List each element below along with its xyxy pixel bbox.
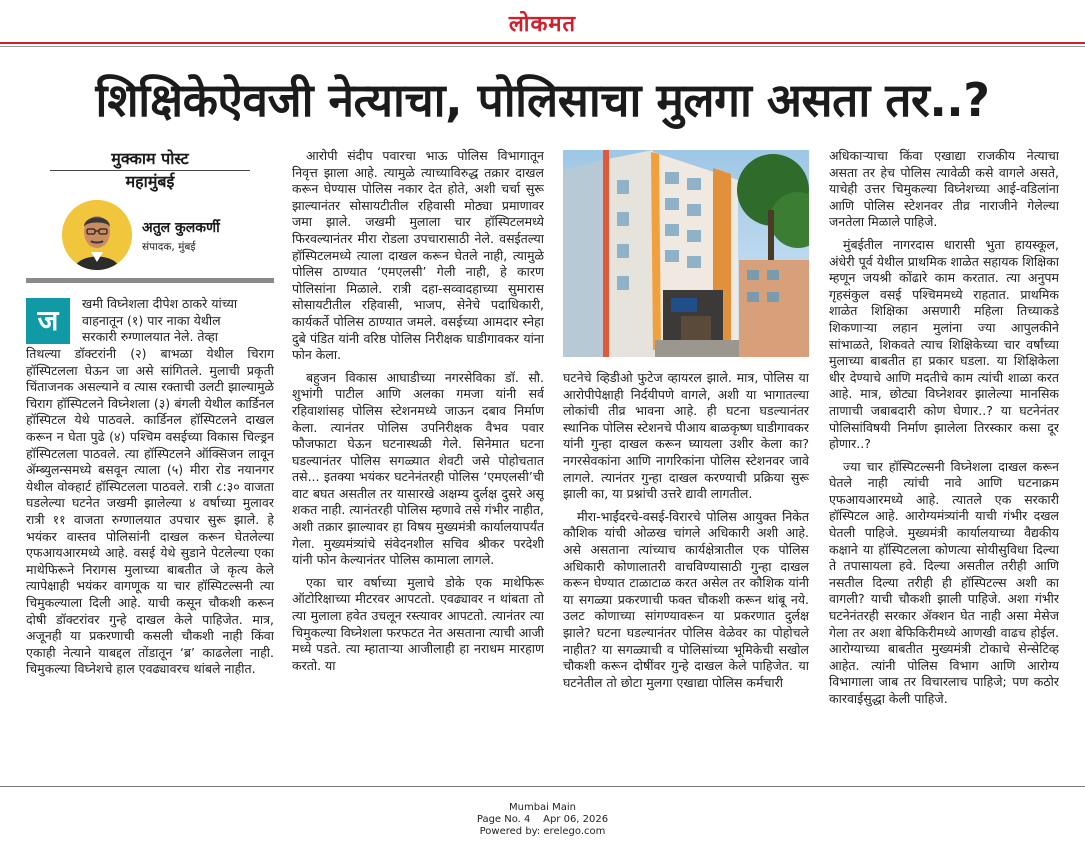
school-building-photo-icon <box>563 150 809 357</box>
byline-thick-rule <box>26 278 274 283</box>
col4-paragraph-2: मुंबईतील नागरदास धारासी भुता हायस्कूल, अंधेरी पूर्व येथील प्राथमिक शाळेत सहायक शिक्षिका म्हणून जयश्री कोंढारे काम करतात. त्या अनुपम गृहसंकुल वसई पश्चिममध्ये राहतात. प्राथमिक शाळेत शिक्षिका असणारी महिला तिच्याकडे शिकणाऱ्या लहान मुलांना ज्या आपुलकीने सांभाळते, शिकवते त्याच शिक्षिकेच्या चार वर्षांच्या मुलाच्या बाबतीत हा प्रकार घडला. या शिक्षिकेला धीर देण्याचे आणि मदतीचे काम त्यांची शाळा करत आहे. मात्र, छोट्या विघ्नेशवर झालेल्या मानसिक ताणाची जबाबदारी कोण घेणार..? या घटनेनंतर पोलिसांविषयी निर्माण झालेला तिरस्कार कसा दूर होणार..? <box>829 236 1059 452</box>
col4-paragraph-3: ज्या चार हॉस्पिटल्सनी विघ्नेशला दाखल करून घेतले नाही त्यांची नावे आणि घटनाक्रम एफआयआरमध्ये आहे. त्यातले एक सरकारी हॉस्पिटल आहे. आरोग्यमंत्र्यांनी याची गंभीर दखल घेतली पाहिजे. मुख्यमंत्री कार्यालयाच्या वैद्यकीय कक्षाने या हॉस्पिटलला कोणत्या सोयीसुविधा दिल्या ते तपासायला हवे. दिल्या असतील तरीही आणि नसतील दिल्या तरीही ही हॉस्पिटल्स अशी का वागली? याची चौकशी झाली पाहिजे. अशा गंभीर घटनेनंतरही सरकार ॲक्शन घेत नाही असा मेसेज गेला तर अशा बेफिकिरीमध्ये आणखी वाढच होईल. आरोग्याच्या बाबतीत मुख्यमंत्री टोकाचे सेन्सेटिव्ह आहेत. त्यांनी पोलिस विभाग आणि आरोग्य विभागाला जाब तर विचारलाच पाहिजे; पण कठोर कारवाईसुद्धा केली पाहिजे. <box>829 458 1059 706</box>
article-col1-intro <box>82 296 274 346</box>
col3-paragraph-2: मीरा-भाईंदरचे-वसई-विरारचे पोलिस आयुक्त निकेत कौशिक यांची ओळख चांगले अधिकारी अशी आहे. असे असताना त्यांच्याच कार्यक्षेत्रातील एक पोलिस अधिकारी कोणालातरी वाचविण्यासाठी गुन्हा दाखल करून घेण्यात टाळाटाळ करत असेल तर कौशिक यांनी या सगळ्या प्रकरणाची फक्त चौकशी करून थांबू नये. उलट कोणाच्या सांगण्यावरून या प्रकरणात दुर्लक्ष झाले? घटना घडल्यानंतर पोलिस वेळेवर का पोहोचले नाहीत? या सगळ्याची व पोलिसांच्या भूमिकेची सखोल चौकशी करून दोषींवर गुन्हे दाखल केले पाहिजेत. या घटनेतील तो छोटा मुलगा एखाद्या पोलिस कर्मचारी <box>563 508 809 690</box>
masthead <box>0 0 1085 48</box>
article-col1 <box>26 346 274 766</box>
footer-page-date: Page No. 4 Apr 06, 2026 <box>476 814 609 825</box>
article-photo <box>563 150 809 357</box>
newspaper-logo: लोकमत <box>508 11 577 37</box>
headline: शिक्षिकेऐवजी नेत्याचा, पोलिसाचा मुलगा असता तर..? <box>95 73 990 127</box>
intro-line-1: खमी विघ्नेशला दीपेश ठाकरे यांच्या <box>82 296 238 311</box>
byline-block <box>26 148 274 286</box>
author-name: अतुल कुलकर्णी <box>142 220 220 236</box>
intro-line-2: वाहनातून (१) पार नाका येथील <box>82 312 221 328</box>
masthead-rule-grey <box>0 46 1085 47</box>
column-city: महामुंबई <box>125 172 175 191</box>
article-col3 <box>563 370 809 784</box>
intro-line-3: सरकारी रुग्णालयात नेले. तेव्हा <box>82 329 219 345</box>
footer-powered-by: Powered by: erelego.com <box>479 826 606 837</box>
article-col4 <box>829 148 1059 784</box>
article-col2 <box>292 148 544 784</box>
author-role: संपादक, मुंबई <box>142 241 196 253</box>
col4-paragraph-1: अधिकाऱ्याचा किंवा एखाद्या राजकीय नेत्याचा असता तर हेच पोलिस त्यावेळी कसे वागले असते, याचेही उत्तर चिमुकल्या विघ्नेशच्या आई-वडिलांना आणि पोलिस स्टेशनवर तीव्र नाराजीने गेलेल्या जनतेला मिळाले पाहिजे. <box>829 148 1059 230</box>
author-avatar <box>62 200 132 270</box>
drop-cap: ज <box>26 298 70 344</box>
footer-rule <box>0 786 1085 787</box>
col2-paragraph-2: बहुजन विकास आघाडीच्या नगरसेविका डॉ. सौ. शुभांगी पाटील आणि अलका गमजा यांनी सर्व रहिवाशांसह पोलिस स्टेशनमध्ये जाऊन दबाव निर्माण केला. त्यानंतर पोलिस उपनिरीक्षक वैभव पवार फौजफाटा घेऊन घटनास्थळी गेले. सिनेमात घटना घडल्यानंतर पोलिस सगळ्यात शेवटी जसे पोहोचतात तसे... इतक्या भयंकर घटनेनंतरही पोलिस ‘एमएलसी’ची वाट बघत असतील तर यासारखे अक्षम्य दुर्लक्ष दुसरे असू शकत नाही. त्यानंतरही पोलिस म्हणावे तसे गंभीर नाहीत, अशी तक्रार झाल्यावर हा विषय मुख्यमंत्री कार्यालयापर्यंत गेला. मुख्यमंत्र्यांचे संवेदनशील सचिव श्रीकर परदेशी यांनी फोन केल्यानंतर पोलिस कामाला लागले. <box>292 369 544 568</box>
masthead-rule-red <box>0 42 1085 44</box>
col3-paragraph-1: घटनेचे व्हिडीओ फुटेज व्हायरल झाले. मात्र, पोलिस या आरोपीपेक्षाही निर्दयीपणे वागले, अशी या भागातल्या लोकांची तीव्र भावना आहे. ही घटना घडल्यानंतर स्थानिक पोलिस स्टेशनचे पीआय बाळकृष्ण घाडीगावकर यांनी गुन्हा दाखल करून घ्यायला उशीर केला का? नगरसेवकांना आणि नागरिकांना पोलिस स्टेशनवर जावे लागले. त्यानंतर गुन्हा दाखल करण्याची प्रक्रिया सुरू झाली का, या प्रश्नांची उत्तरे द्यावी लागतील. <box>563 370 809 502</box>
author-avatar-icon <box>62 200 132 270</box>
column-name: मुक्काम पोस्ट <box>111 149 189 168</box>
col2-paragraph-1: आरोपी संदीप पवारचा भाऊ पोलिस विभागातून निवृत्त झाला आहे. त्यामुळे त्याच्याविरुद्ध तक्रार दाखल करून घेण्यास पोलिस नकार देत होते, अशी चर्चा सुरू झाल्यानंतर सोसायटीतील रहिवासी मोठ्या प्रमाणावर जमा झाले. जखमी मुलाला चार हॉस्पिटलमध्ये फिरवल्यानंतर मीरा रोडला उपचारासाठी नेले. वसईतल्या हॉस्पिटलमध्ये त्याला दाखल करून घेतले नाही, त्यामुळे पोलिस ठाण्यात ‘एमएलसी’ गेली नाही, हे कारण पोलिसांना मिळाले. रात्री दहा-सव्वादहाच्या सुमारास सोसायटीतील रहिवासी, भाजप, सेनेचे पदाधिकारी, कार्यकर्ते पोलिस ठाण्यात जमले. वसईच्या आमदार स्नेहा दुबे पंडित यांनी वरिष्ठ पोलिस निरीक्षक घाडीगावकर यांना फोन केला. <box>292 148 544 363</box>
footer-edition: Mumbai Main <box>508 802 576 813</box>
col1-paragraph: तिथल्या डॉक्टरांनी (२) बाभळा येथील चिराग हॉस्पिटलला घेऊन जा असे सांगितले. मुलाची प्रकृती चिंताजनक असल्याने व त्यास रक्ताची उलटी झाल्यामुळे चिराग हॉस्पिटलने विघ्नेशला (३) बंगली येथील कार्डिनल हॉस्पिटल येथे पाठवले. कार्डिनल हॉस्पिटलने दाखल करून न घेता पुढे (४) पश्चिम वसईच्या विकास चिल्ड्रन हॉस्पिटलला पाठवले. त्या हॉस्पिटलने ऑक्सिजन लावून ॲम्ब्युलन्समध्ये बसवून त्याला (५) मीरा रोड नयानगर येथील वोक्हार्ट हॉस्पिटलला पाठवले. रात्री ८:३० वाजता घडलेल्या घटनेत जखमी झालेल्या ४ वर्षाच्या मुलावर रात्री ११ वाजता रुग्णालयात उपचार सुरू झाले. हे भयंकर वास्तव पोलिसांनी दाखल करून घेतलेल्या एफआयआरमध्ये आहे. वसई येथे सुडाने पेटलेल्या एका माथेफिरूने निरागस मुलाच्या बाबतीत जे कृत्य केले त्यापेक्षाही भयंकर वागणूक या चार हॉस्पिटल्सनी त्या चिमुकल्याला दिली आहे. याची कसून चौकशी करून दोषी डॉक्टरांवर गुन्हे दाखल केले पाहिजेत. मात्र, अजूनही या प्रकरणाची कसली चौकशी नाही किंवा एकाही नेत्याने याबद्दल तोंडातून ‘ब्र’ काढलेला नाही. चिमुकल्या विघ्नेशचे हाल एवढ्यावरच थांबले नाहीत. <box>26 346 274 677</box>
col2-paragraph-3: एका चार वर्षाच्या मुलाचे डोके एक माथेफिरू ऑटोरिक्षाच्या मीटरवर आपटतो. एवढ्यावर न थांबता तो त्या मुलाला हवेत उचलून रस्त्यावर आपटतो. त्यानंतर त्या चिमुकल्या विघ्नेशला फरफटत नेत असताना त्याची आजी मध्ये पडते. त्या म्हाताऱ्या आजीलाही हा नराधम मारहाण करतो. या <box>292 574 544 673</box>
